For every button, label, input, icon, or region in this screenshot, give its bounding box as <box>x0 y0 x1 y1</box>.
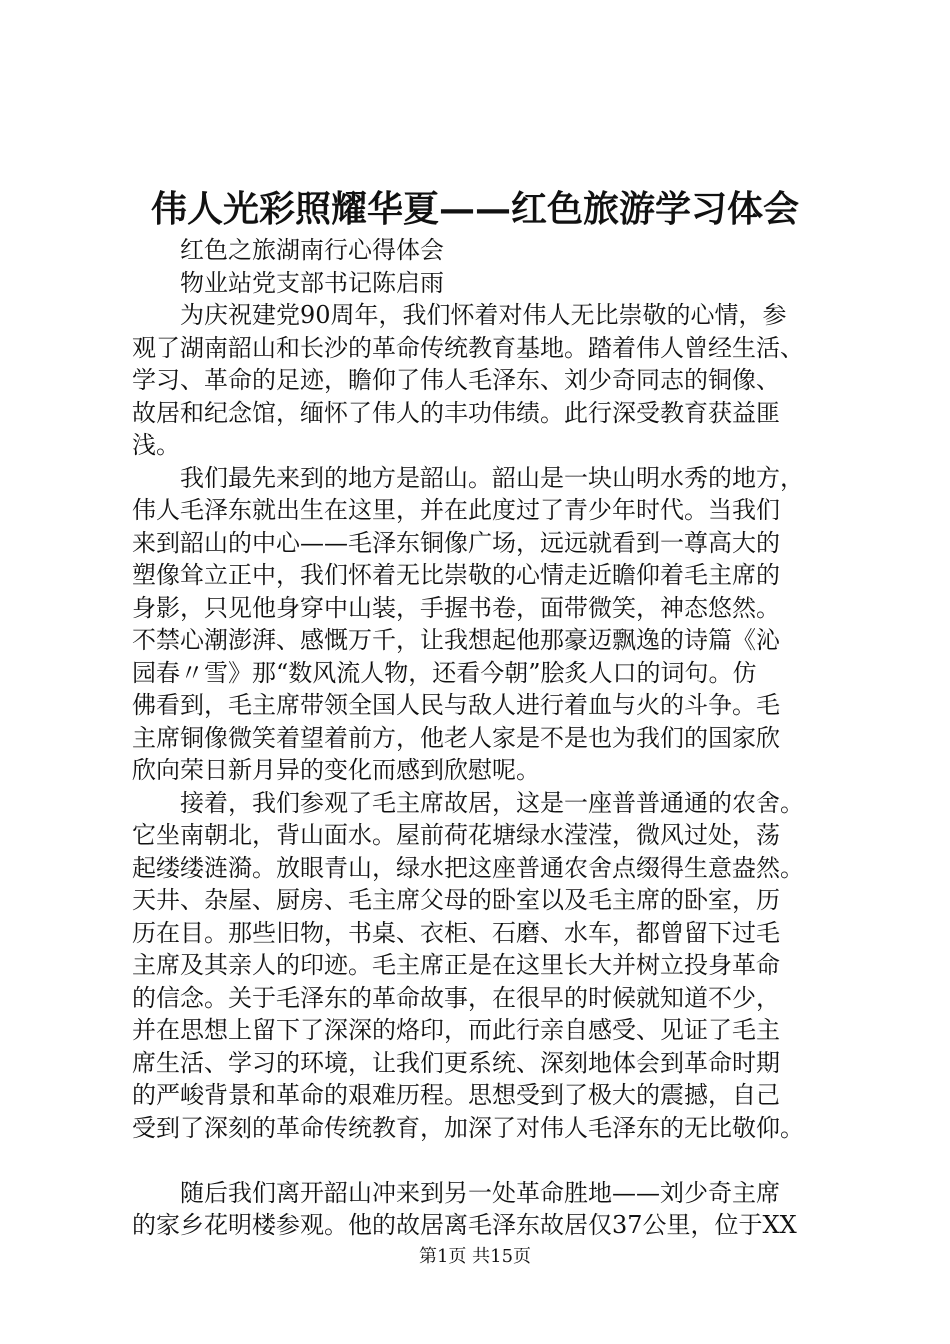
body-line: 主席及其亲人的印迹。毛主席正是在这里长大并树立投身革命 <box>132 951 780 979</box>
body-line: 主席铜像微笑着望着前方，他老人家是不是也为我们的国家欣 <box>132 723 780 752</box>
body-line: 历在目。那些旧物，书桌、衣柜、石磨、水车，都曾留下过毛 <box>132 918 780 947</box>
body-line: 席生活、学习的环境，让我们更系统、深刻地体会到革命时期 <box>132 1048 780 1077</box>
body-line: 的严峻背景和革命的艰难历程。思想受到了极大的震撼，自己 <box>132 1081 780 1109</box>
body-line: 伟人毛泽东就出生在这里，并在此度过了青少年时代。当我们 <box>132 496 780 524</box>
body-line: 佛看到，毛主席带领全国人民与敌人进行着血与火的斗争。毛 <box>132 691 780 719</box>
body-line: 的家乡花明楼参观。他的故居离毛泽东故居仅37公里，位于XX <box>132 1211 797 1239</box>
body-line: 欣向荣日新月异的变化而感到欣慰呢。 <box>132 756 540 784</box>
body-line: 的信念。关于毛泽东的革命故事，在很早的时候就知道不少， <box>132 983 780 1012</box>
body-line: 园春〃雪》那“数风流人物，还看今朝”脍炙人口的词句。仿 <box>132 658 757 687</box>
document-title: 伟人光彩照耀华夏——红色旅游学习体会 <box>150 188 799 230</box>
body-line: 起缕缕涟漪。放眼青山，绿水把这座普通农舍点缀得生意盎然。 <box>132 853 804 882</box>
body-line: 不禁心潮澎湃、感慨万千，让我想起他那豪迈飘逸的诗篇《沁 <box>132 626 780 654</box>
body-line: 它坐南朝北，背山面水。屋前荷花塘绿水滢滢，微风过处，荡 <box>132 821 780 849</box>
body-line: 随后我们离开韶山冲来到另一处革命胜地——刘少奇主席 <box>132 1178 780 1207</box>
body-line: 塑像耸立正中，我们怀着无比崇敬的心情走近瞻仰着毛主席的 <box>132 561 780 589</box>
body-line: 来到韶山的中心——毛泽东铜像广场，远远就看到一尊高大的 <box>132 528 780 557</box>
body-line: 身影，只见他身穿中山装，手握书卷，面带微笑，神态悠然。 <box>132 593 780 622</box>
body-line: 为庆祝建党90周年，我们怀着对伟人无比崇敬的心情，参 <box>132 301 787 329</box>
body-line: 红色之旅湖南行心得体会 <box>132 236 444 264</box>
body-line: 受到了深刻的革命传统教育，加深了对伟人毛泽东的无比敬仰。 <box>132 1113 804 1142</box>
body-line: 故居和纪念馆，缅怀了伟人的丰功伟绩。此行深受教育获益匪 <box>132 398 780 427</box>
body-line: 天井、杂屋、厨房、毛主席父母的卧室以及毛主席的卧室，历 <box>132 886 780 914</box>
body-line: 学习、革命的足迹，瞻仰了伟人毛泽东、刘少奇同志的铜像、 <box>132 366 780 394</box>
body-line: 接着，我们参观了毛主席故居，这是一座普普通通的农舍。 <box>132 788 804 817</box>
page-footer <box>0 1245 950 1269</box>
page-number-label: 第1页 共15页 <box>418 1246 532 1267</box>
body-line: 并在思想上留下了深深的烙印，而此行亲自感受、见证了毛主 <box>132 1016 780 1044</box>
paragraph-gap <box>132 1144 852 1177</box>
body-line: 观了湖南韶山和长沙的革命传统教育基地。踏着伟人曾经生活、 <box>132 333 804 362</box>
document-body <box>132 234 852 1242</box>
body-line: 浅。 <box>132 431 180 459</box>
body-line: 物业站党支部书记陈启雨 <box>132 268 444 297</box>
body-line: 我们最先来到的地方是韶山。韶山是一块山明水秀的地方， <box>132 463 804 492</box>
